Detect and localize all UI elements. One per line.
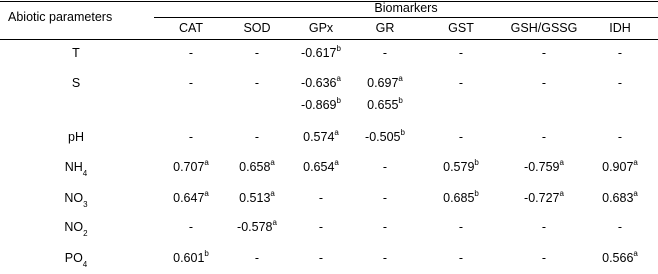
column-header [448,21,474,35]
cell-value: 0.655 [367,98,399,112]
cell-value: - [318,220,324,234]
table-cell [303,157,339,174]
column-header [243,21,270,35]
table-cell [383,46,387,60]
significance-marker: a [270,188,275,198]
table-cell [542,76,546,90]
cell-value: -0.636 [301,76,337,90]
table-cell [459,76,463,90]
cell-value: 0.685 [443,191,475,205]
param-name: PO [64,251,83,265]
table-cell [255,76,259,90]
cell-value: - [541,251,547,265]
significance-marker: a [204,188,209,198]
cell-value: - [458,130,464,144]
table-cell [173,188,209,205]
table-cell [618,130,622,144]
param-subscript: 4 [82,259,88,269]
cell-value: - [458,220,464,234]
column-header [309,21,333,35]
table-cell [189,220,193,234]
table-cell [459,251,463,265]
table-cell [618,46,622,60]
cell-value: - [188,220,194,234]
significance-marker: b [204,248,209,258]
table-cell [542,46,546,60]
column-header-label: CAT [178,21,204,35]
significance-marker: b [398,95,403,105]
table-cell [189,130,193,144]
significance-marker: a [334,127,339,137]
table-cell [524,188,564,205]
cell-value: - [318,191,324,205]
cell-value: - [458,76,464,90]
column-header [609,21,631,35]
cell-value: 0.683 [602,191,634,205]
table-cell [255,251,259,265]
table-cell [367,73,403,90]
row-param [64,251,88,269]
param-name: NO [64,191,84,205]
row-param [64,220,88,238]
table-cell [319,220,323,234]
significance-marker: a [633,188,638,198]
table-cell [383,191,387,205]
cell-value: - [254,251,260,265]
significance-marker: b [474,157,479,167]
cell-value: 0.654 [303,160,335,174]
column-header [179,21,203,35]
cell-value: - [254,46,260,60]
cell-value: -0.759 [524,160,560,174]
cell-value: -0.617 [301,46,337,60]
table-cell [542,130,546,144]
column-header-label: GSH/GSSG [510,21,578,35]
table-cell [173,248,209,265]
cell-value: - [382,46,388,60]
cell-value: - [458,46,464,60]
biomarkers-header: Biomarkers [374,1,438,15]
significance-marker: b [400,127,405,137]
cell-value: - [188,76,194,90]
table-cell [301,95,341,112]
param-name: NO [64,220,84,234]
cell-value: 0.658 [239,160,271,174]
column-header-label: IDH [609,21,631,35]
table-cell [542,251,546,265]
table-cell [239,157,275,174]
row-param [72,76,80,90]
significance-marker: a [334,157,339,167]
table-cell [189,76,193,90]
column-header-label: GPx [308,21,334,35]
table-cell [542,220,546,234]
param-name: NH [64,160,83,174]
table-cell [189,46,193,60]
cell-value: 0.697 [367,76,399,90]
column-header-label: GST [448,21,474,35]
top-rule [0,1,658,2]
row-header: Abiotic parameters [8,10,113,24]
table-cell [524,157,564,174]
cell-value: 0.707 [173,160,205,174]
cell-value: - [458,251,464,265]
table-cell [459,220,463,234]
table-cell [602,188,638,205]
cell-value: 0.579 [443,160,475,174]
table-cell [443,188,479,205]
param-name: pH [68,130,84,144]
cell-value: 0.907 [602,160,634,174]
cell-value: -0.727 [524,191,560,205]
table-cell [365,127,405,144]
row-param [64,191,88,209]
param-name: S [71,76,81,90]
row-param [64,160,88,178]
cell-value: 0.513 [239,191,271,205]
cell-value: 0.574 [303,130,335,144]
cell-value: - [617,76,623,90]
cell-value: - [617,220,623,234]
cell-value: - [541,130,547,144]
cell-value: - [254,76,260,90]
cell-value: - [188,46,194,60]
significance-marker: a [270,157,275,167]
row-param [68,130,84,144]
table-cell [459,46,463,60]
cell-value: 0.566 [602,251,634,265]
column-header [511,21,578,35]
significance-marker: b [474,188,479,198]
table-cell [443,157,479,174]
table-cell [239,188,275,205]
significance-marker: a [633,248,638,258]
significance-marker: a [204,157,209,167]
cell-value: - [541,220,547,234]
significance-marker: a [272,217,277,227]
header-bottom-rule [0,39,658,40]
table-cell [367,95,403,112]
table-cell [301,43,341,60]
cell-value: - [541,46,547,60]
table-cell [319,251,323,265]
row-param [72,46,80,60]
significance-marker: b [336,43,341,53]
cell-value: - [541,76,547,90]
table-cell [602,248,638,265]
significance-marker: a [336,73,341,83]
param-subscript: 2 [83,228,88,238]
table-cell [383,220,387,234]
param-subscript: 4 [82,168,88,178]
table-cell [303,127,339,144]
cell-value: - [617,130,623,144]
column-header-label: GR [375,21,395,35]
table-cell [319,191,323,205]
cell-value: - [617,46,623,60]
table-cell [383,160,387,174]
significance-marker: a [398,73,403,83]
param-name: T [72,46,80,60]
cell-value: 0.601 [173,251,205,265]
significance-marker: b [336,95,341,105]
cell-value: - [382,160,388,174]
cell-value: -0.578 [237,220,273,234]
significance-marker: a [633,157,638,167]
table-cell [173,157,209,174]
cell-value: - [382,251,388,265]
table-cell [237,217,277,234]
cell-value: - [382,220,388,234]
column-header-label: SOD [243,21,271,35]
cell-value: 0.647 [173,191,205,205]
column-header [376,21,395,35]
table-cell [255,46,259,60]
table-cell [618,76,622,90]
table-cell [301,73,341,90]
param-subscript: 3 [83,199,88,209]
table-cell [383,251,387,265]
significance-marker: a [559,157,564,167]
cell-value: - [188,130,194,144]
cell-value: - [382,191,388,205]
table-cell [459,130,463,144]
cell-value: - [318,251,324,265]
table-cell [602,157,638,174]
table-cell [618,220,622,234]
table-cell [255,130,259,144]
cell-value: -0.869 [301,98,337,112]
group-rule [154,17,658,18]
significance-marker: a [559,188,564,198]
cell-value: -0.505 [365,130,401,144]
cell-value: - [254,130,260,144]
